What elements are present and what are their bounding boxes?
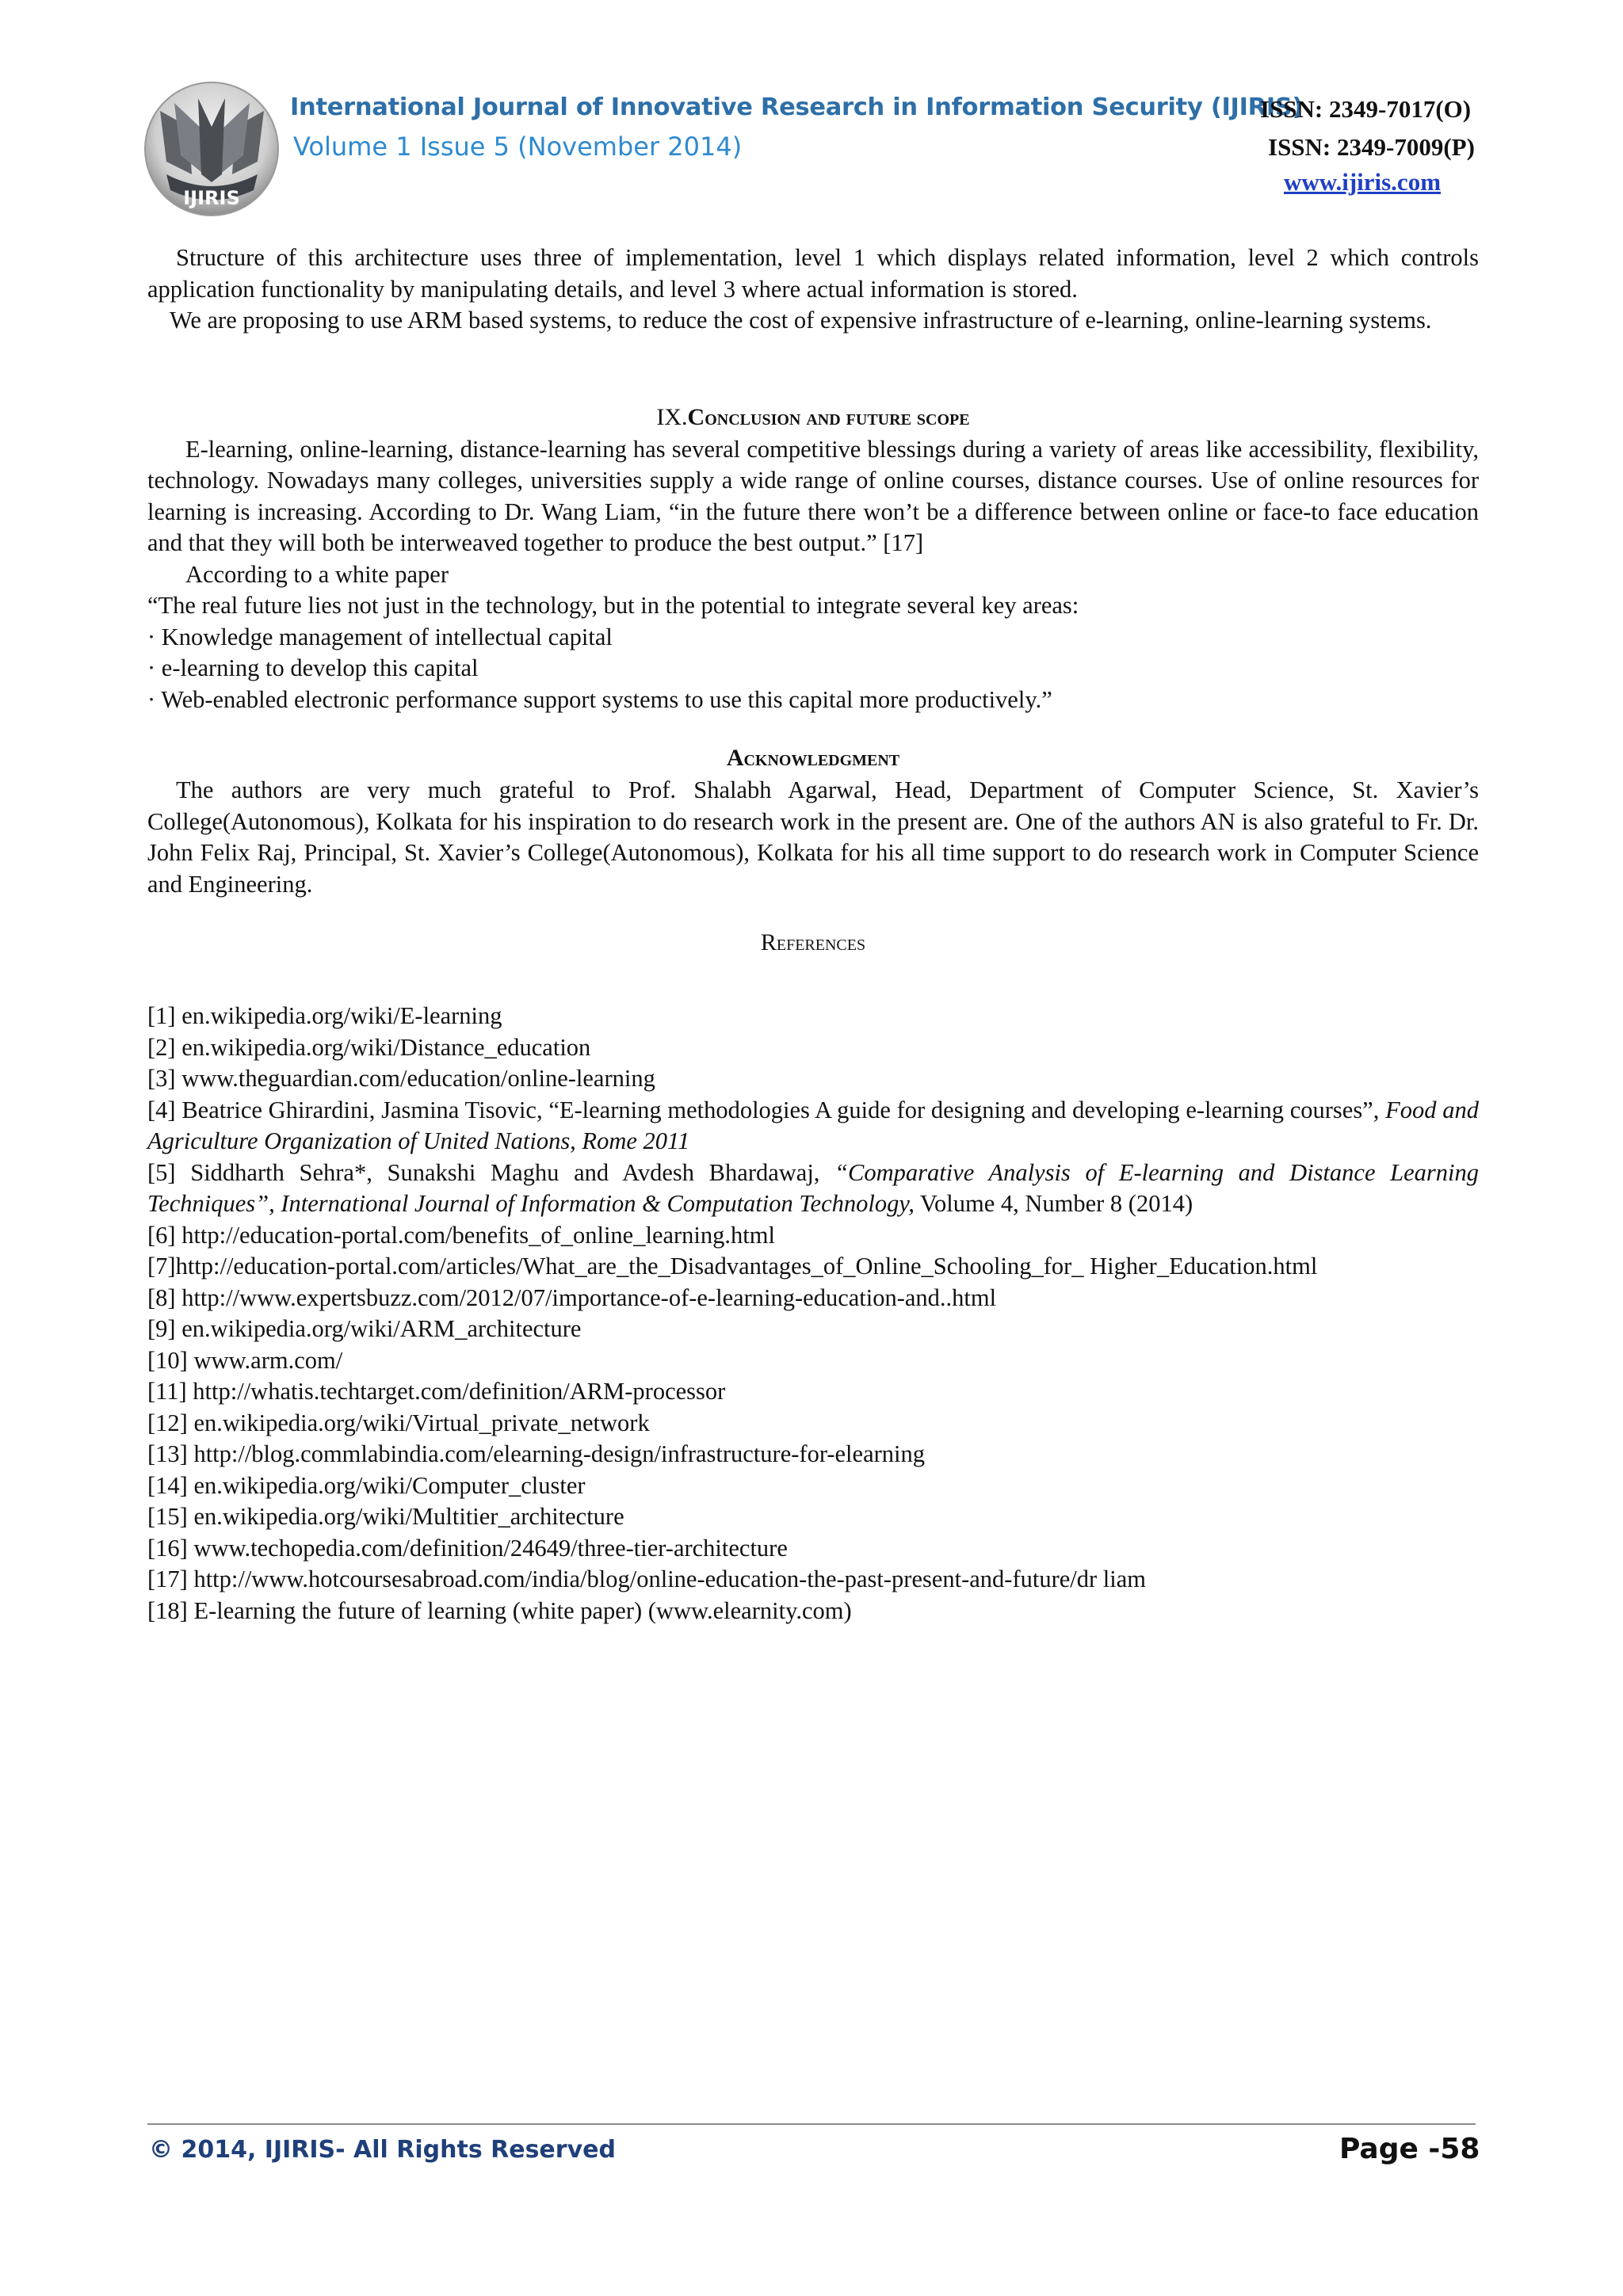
conclusion-quote: “The real future lies not just in the technology, but in the potential to integrate several key areas: (147, 592, 1079, 619)
svg-text:IJIRIS: IJIRIS (183, 187, 240, 209)
reference-item: [10] www.arm.com/ (147, 1346, 343, 1374)
article-body (147, 242, 1479, 1627)
conclusion-heading-rest: onclusion and future scope (705, 405, 970, 430)
reference-item: [15] en.wikipedia.org/wiki/Multitier_architecture (147, 1503, 624, 1530)
footer-divider (147, 2123, 1476, 2125)
page-number: Page -58 (1339, 2133, 1480, 2165)
reference-item: [2] en.wikipedia.org/wiki/Distance_education (147, 1033, 591, 1061)
references-heading (147, 927, 1479, 959)
acknowledgment-heading-initial: A (726, 745, 744, 771)
references-heading-rest: eferences (776, 931, 866, 955)
reference-item (147, 1095, 1479, 1158)
references-heading-initial: R (760, 929, 777, 955)
reference-title: “Comparative Analysis of E-learning and Distance Learning Techniques”, International Journal of Information & Computation Technology, (147, 1158, 1480, 1217)
acknowledgment-paragraph: The authors are very much grateful to Prof. Shalabh Agarwal, Head, Department of Computer Science, St. Xavier’s College(Autonomous), Kolkata for his inspiration to do research work in the present are. One of the authors AN is also grateful to Fr. Dr. John Felix Raj, Principal, St. Xavier’s College(Autonomous), Kolkata for his all time support to do research work in Computer Science and Engineering. (147, 776, 1479, 898)
reference-item: [14] en.wikipedia.org/wiki/Computer_cluster (147, 1471, 586, 1499)
bullet-item: · e-learning to develop this capital (147, 654, 479, 681)
reference-item: [16] www.techopedia.com/definition/24649/three-tier-architecture (147, 1534, 788, 1562)
reference-item: [3] www.theguardian.com/education/online-learning (147, 1065, 655, 1092)
acknowledgment-heading (147, 742, 1479, 775)
issn-online: ISSN: 2349-7017(O) (1260, 95, 1472, 123)
reference-item: [9] en.wikipedia.org/wiki/ARM_architecture (147, 1315, 582, 1342)
bullet-item: · Knowledge management of intellectual capital (147, 623, 613, 650)
reference-item: [12] en.wikipedia.org/wiki/Virtual_private_network (147, 1409, 650, 1436)
journal-website-link[interactable]: www.ijiris.com (1284, 168, 1442, 196)
reference-text: [5] Siddharth Sehra*, Sunakshi Maghu and Avdesh Bhardawaj, (147, 1158, 835, 1186)
section-number: IX. (656, 403, 688, 430)
reference-list (147, 1001, 1479, 1627)
ijiris-logo (143, 79, 281, 218)
reference-item: [7]http://education-portal.com/articles/What_are_the_Disadvantages_of_Online_Schooling_for_ Higher_Education.html (147, 1253, 1318, 1280)
intro-paragraph-1: Structure of this architecture uses three of implementation, level 1 which displays related information, level 2 which controls application functionality by manipulating details, and level 3 where actual information is stored. (147, 244, 1479, 303)
reference-source: Food and Agriculture Organization of United Nations, Rome 2011 (147, 1096, 1479, 1154)
reference-volume: Volume 4, Number 8 (2014) (914, 1190, 1193, 1217)
conclusion-paragraph-2: According to a white paper (185, 560, 449, 588)
reference-item: [18] E-learning the future of learning (white paper) (www.elearnity.com) (147, 1596, 852, 1624)
volume-issue: Volume 1 Issue 5 (November 2014) (293, 132, 743, 162)
reference-item: [17] http://www.hotcoursesabroad.com/india/blog/online-education-the-past-present-and-future/dr liam (147, 1566, 1147, 1592)
conclusion-heading (147, 402, 1479, 434)
acknowledgment-heading-rest: cknowledgment (743, 746, 900, 771)
issn-print: ISSN: 2349-7009(P) (1268, 133, 1475, 161)
conclusion-paragraph-1: E-learning, online-learning, distance-learning has several competitive blessings during a variety of areas like accessibility, flexibility, technology. Nowadays many colleges, universities supply a wide range of online courses, distance courses. Use of online resources for learning is increasing. According to Dr. Wang Liam, “in the future there won’t be a difference between online or face-to face education and that they will both be interweaved together to produce the best output.” [17] (147, 435, 1479, 556)
reference-item: [8] http://www.expertsbuzz.com/2012/07/importance-of-e-learning-education-and..html (147, 1283, 997, 1311)
footer-copyright: © 2014, IJIRIS- All Rights Reserved (149, 2136, 616, 2164)
conclusion-heading-initial: C (687, 403, 705, 430)
journal-title: International Journal of Innovative Research in Information Security (IJIRIS) (290, 93, 1304, 121)
reference-item: [6] http://education-portal.com/benefits_of_online_learning.html (147, 1221, 775, 1249)
intro-paragraph-2: We are proposing to use ARM based systems, to reduce the cost of expensive infrastructure of e-learning, online-learning systems. (170, 307, 1432, 334)
bullet-item: · Web-enabled electronic performance support systems to use this capital more productively.” (147, 685, 1052, 713)
reference-text: [4] Beatrice Ghirardini, Jasmina Tisovic, “E-learning methodologies A guide for designing and developing e-learning courses”, (147, 1096, 1386, 1123)
reference-item (147, 1158, 1479, 1220)
reference-item: [1] en.wikipedia.org/wiki/E-learning (147, 1002, 502, 1029)
reference-item: [13] http://blog.commlabindia.com/elearning-design/infrastructure-for-elearning (147, 1440, 925, 1467)
reference-item: [11] http://whatis.techtarget.com/definition/ARM-processor (147, 1378, 726, 1405)
